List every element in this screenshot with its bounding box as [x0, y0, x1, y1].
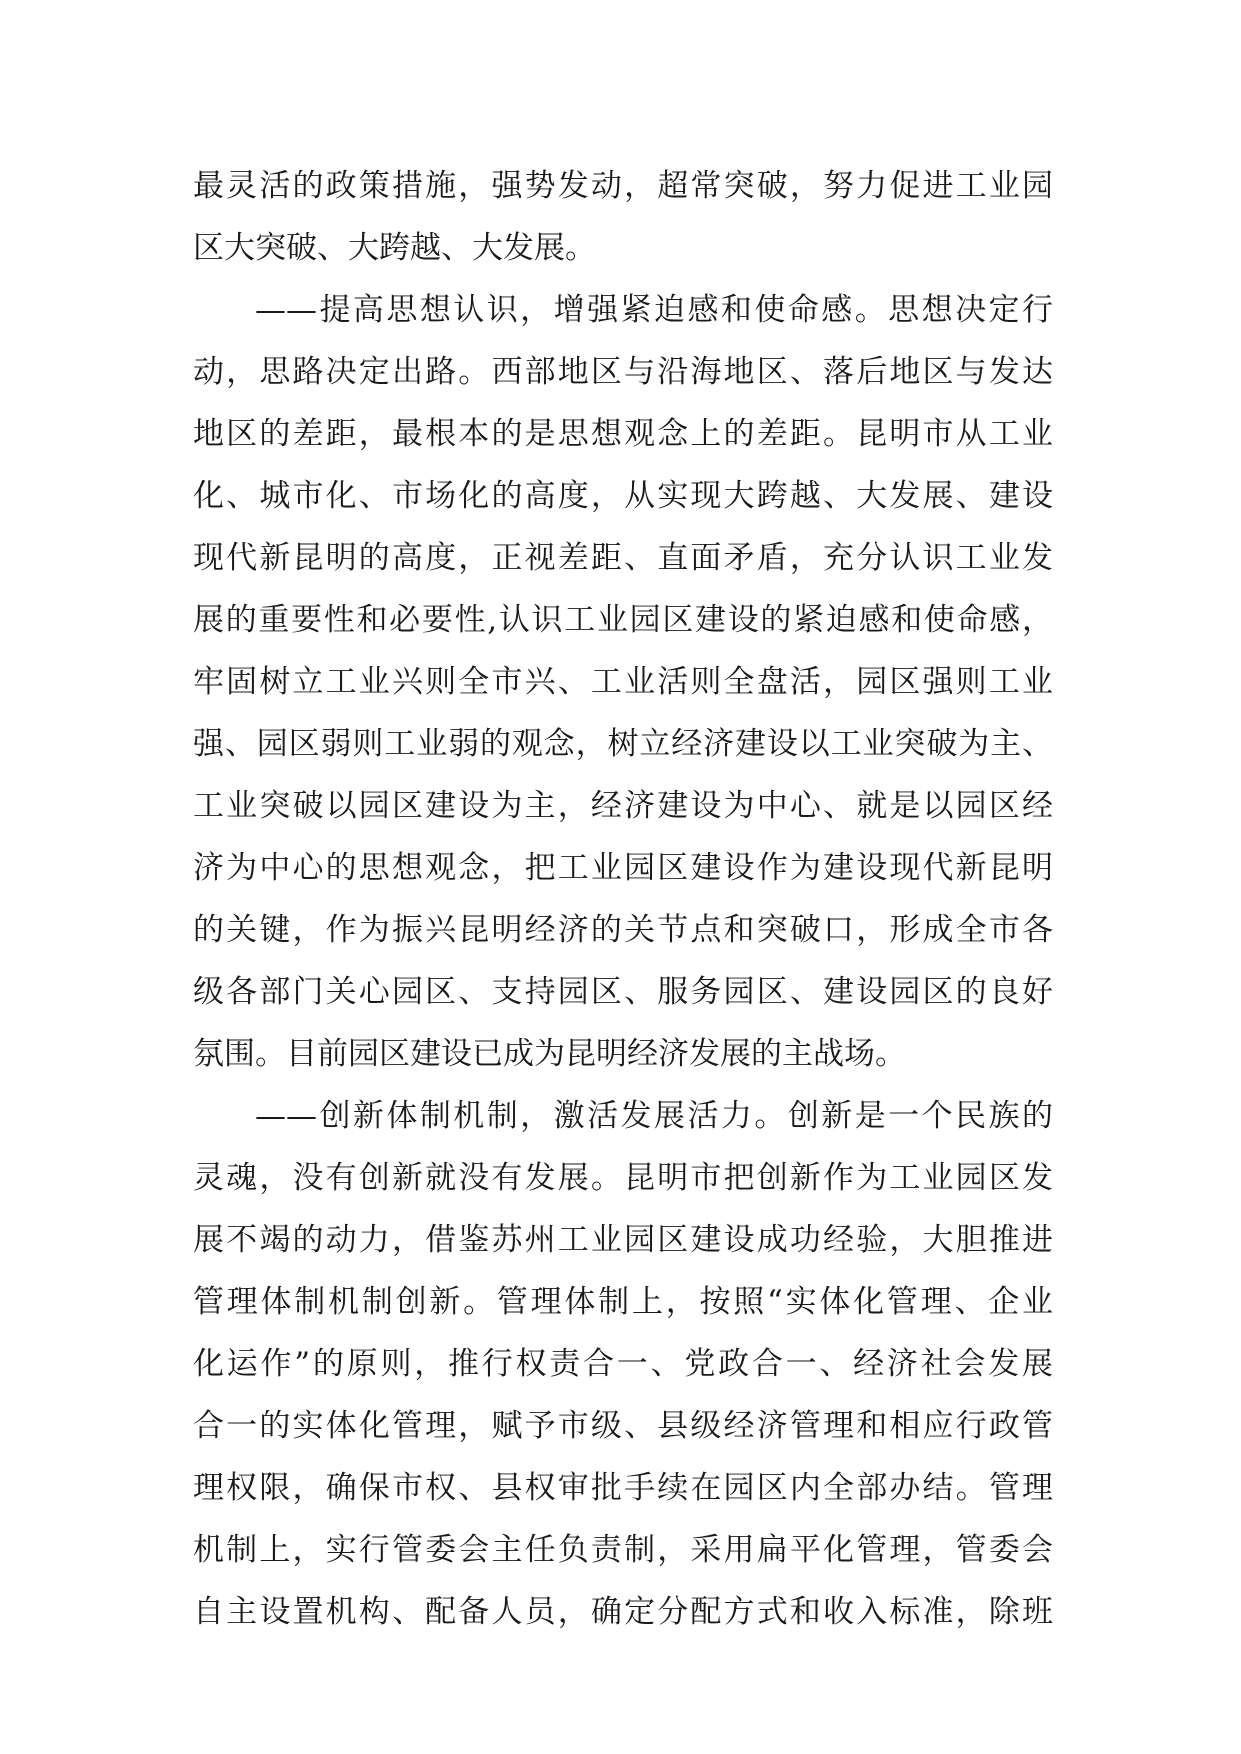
- text-line: 牢固树立工业兴则全市兴、工业活则全盘活，园区强则工业: [193, 664, 1053, 700]
- text-line: 强、园区弱则工业弱的观念，树立经济建设以工业突破为主、: [193, 726, 1053, 762]
- text-line: 机制上，实行管委会主任负责制，采用扁平化管理，管委会: [193, 1532, 1053, 1568]
- text-line: 的关键，作为振兴昆明经济的关节点和突破口，形成全市各: [193, 912, 1053, 948]
- text-line: 区大突破、大跨越、大发展。: [193, 230, 596, 266]
- text-line: 自主设置机构、配备人员，确定分配方式和收入标准，除班: [193, 1594, 1053, 1630]
- text-line: 灵魂，没有创新就没有发展。昆明市把创新作为工业园区发: [193, 1160, 1053, 1196]
- text-line: 合一的实体化管理，赋予市级、县级经济管理和相应行政管: [193, 1408, 1053, 1444]
- text-line: 管理体制机制创新。管理体制上，按照“实体化管理、企业: [193, 1284, 1053, 1320]
- text-line: 工业突破以园区建设为主，经济建设为中心、就是以园区经: [193, 788, 1053, 824]
- body-text: [193, 155, 1053, 1643]
- text-line: 展不竭的动力，借鉴苏州工业园区建设成功经验，大胆推进: [193, 1222, 1053, 1258]
- paragraph-start-line: ——提高思想认识，增强紧迫感和使命感。思想决定行: [255, 292, 1053, 328]
- text-line: 动，思路决定出路。西部地区与沿海地区、落后地区与发达: [193, 354, 1053, 390]
- text-line: 济为中心的思想观念，把工业园区建设作为建设现代新昆明: [193, 850, 1053, 886]
- paragraph-start-line: ——创新体制机制，激活发展活力。创新是一个民族的: [255, 1098, 1053, 1134]
- text-line: 现代新昆明的高度，正视差距、直面矛盾，充分认识工业发: [193, 540, 1053, 576]
- text-line: 化运作”的原则，推行权责合一、党政合一、经济社会发展: [193, 1346, 1053, 1382]
- text-line: 化、城市化、市场化的高度，从实现大跨越、大发展、建设: [193, 478, 1053, 514]
- text-line: 展的重要性和必要性,认识工业园区建设的紧迫感和使命感，: [193, 602, 1053, 638]
- text-line: 级各部门关心园区、支持园区、服务园区、建设园区的良好: [193, 974, 1053, 1010]
- text-line: 地区的差距，最根本的是思想观念上的差距。昆明市从工业: [193, 416, 1053, 452]
- text-line: 理权限，确保市权、县权审批手续在园区内全部办结。管理: [193, 1470, 1053, 1506]
- text-line: 氛围。目前园区建设已成为昆明经济发展的主战场。: [193, 1036, 906, 1072]
- text-line: 最灵活的政策措施，强势发动，超常突破，努力促进工业园: [193, 168, 1053, 204]
